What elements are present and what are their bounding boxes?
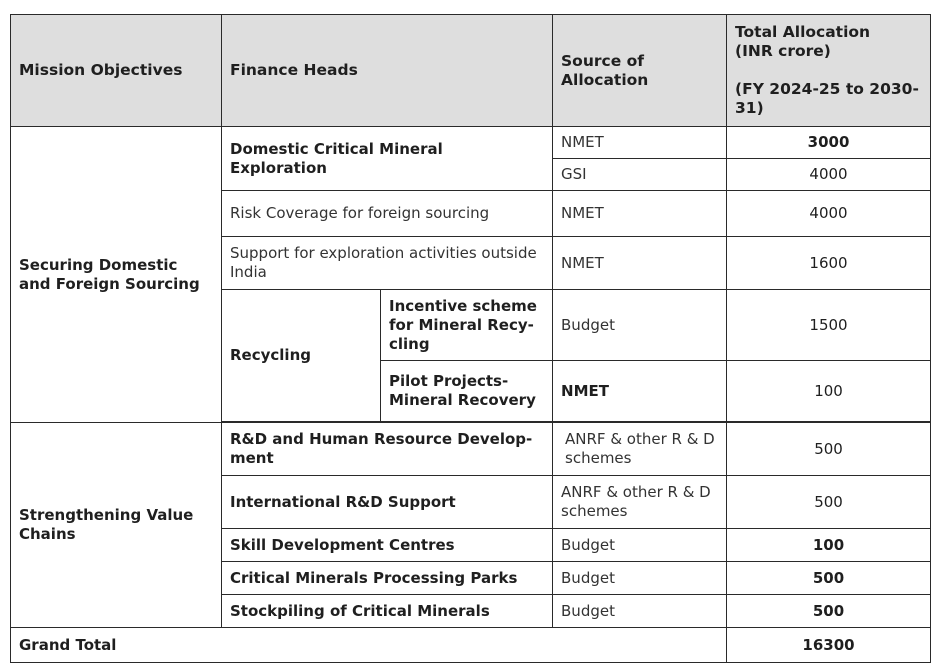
allocation-cell: 4000 <box>727 191 931 237</box>
allocation-cell: 4000 <box>727 159 931 191</box>
finance-head-cell: Risk Coverage for foreign sourcing <box>222 191 553 237</box>
allocation-cell: 3000 <box>727 127 931 159</box>
finance-head-cell: Stockpiling of Critical Minerals <box>222 595 553 628</box>
table-row <box>11 423 931 476</box>
allocation-table <box>10 14 931 663</box>
header-total-allocation <box>727 15 931 127</box>
header-total-line2: (INR crore) <box>735 42 831 60</box>
source-cell: Budget <box>553 529 727 562</box>
allocation-cell: 500 <box>727 562 931 595</box>
header-source: Source of Allocation <box>553 15 727 127</box>
source-cell: NMET <box>553 127 727 159</box>
source-cell: Budget <box>553 595 727 628</box>
allocation-cell: 1600 <box>727 237 931 290</box>
finance-head-cell: R&D and Human Resource Develop-ment <box>222 423 553 476</box>
header-spacer <box>735 61 922 80</box>
allocation-cell: 100 <box>727 529 931 562</box>
source-cell: ANRF & other R & D schemes <box>553 476 727 529</box>
allocation-cell: 100 <box>727 361 931 422</box>
finance-head-cell: Domestic Critical Mineral Exploration <box>222 127 553 191</box>
sub-head-cell: Pilot Projects-Mineral Recovery <box>381 361 553 422</box>
finance-head-recycling: Recycling <box>222 290 381 422</box>
grand-total-value: 16300 <box>727 628 931 663</box>
source-cell: ANRF & other R & D schemes <box>553 423 727 476</box>
header-finance-heads: Finance Heads <box>222 15 553 127</box>
header-row <box>11 15 931 127</box>
grand-total-label: Grand Total <box>11 628 727 663</box>
allocation-cell: 500 <box>727 423 931 476</box>
header-total-line1: Total Allocation <box>735 23 871 41</box>
source-cell: GSI <box>553 159 727 191</box>
allocation-cell: 500 <box>727 476 931 529</box>
objective-securing-sourcing: Securing Domestic and Foreign Sourcing <box>11 127 222 423</box>
source-cell: NMET <box>553 237 727 290</box>
source-cell: Budget <box>553 562 727 595</box>
table-row <box>11 127 931 159</box>
finance-head-cell: Skill Development Centres <box>222 529 553 562</box>
source-cell: Budget <box>553 290 727 361</box>
sub-head-cell: Incentive scheme for Mineral Recy-cling <box>381 290 553 361</box>
finance-head-cell: Support for exploration activities outside India <box>222 237 553 290</box>
objective-strengthening-value-chains: Strengthening Value Chains <box>11 423 222 628</box>
header-total-line3: (FY 2024-25 to 2030-31) <box>735 80 919 117</box>
finance-head-cell: International R&D Support <box>222 476 553 529</box>
allocation-cell: 1500 <box>727 290 931 361</box>
source-cell: NMET <box>553 191 727 237</box>
header-mission-objectives: Mission Objectives <box>11 15 222 127</box>
finance-head-cell: Critical Minerals Processing Parks <box>222 562 553 595</box>
allocation-cell: 500 <box>727 595 931 628</box>
source-cell: NMET <box>553 361 727 422</box>
grand-total-row <box>11 628 931 663</box>
